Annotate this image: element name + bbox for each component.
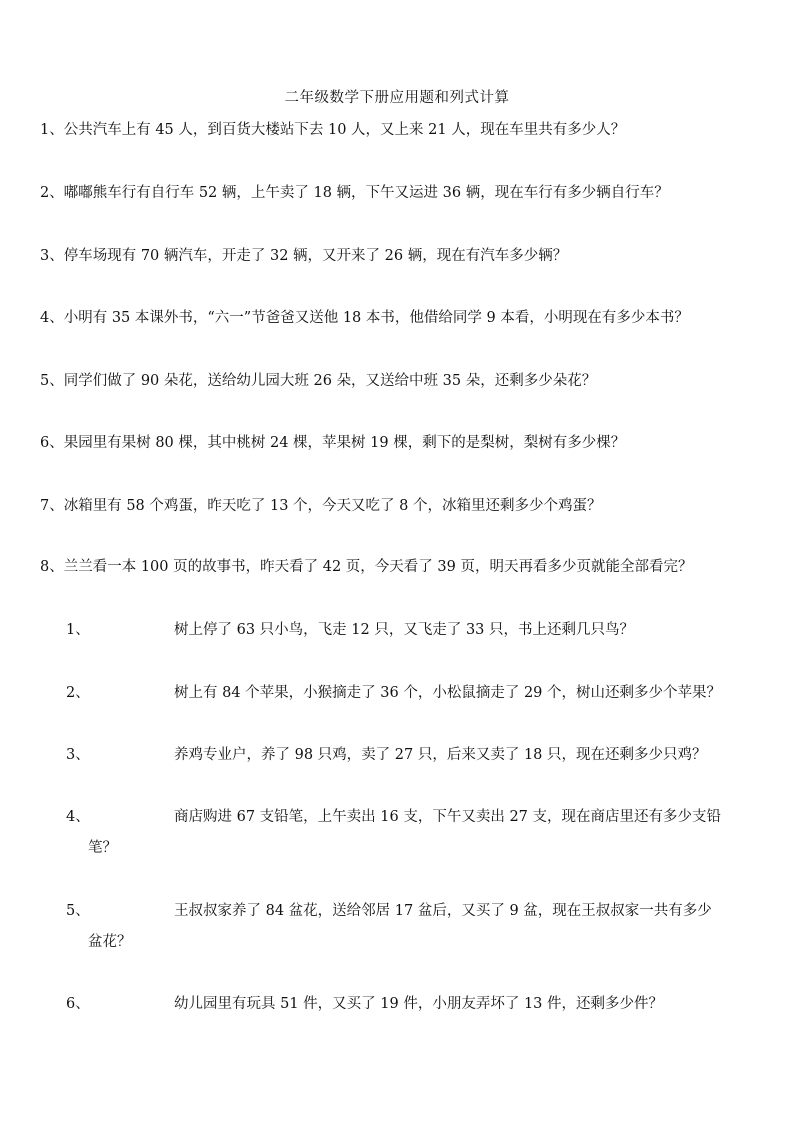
extra-problem-continuation: 盆花？ [88,934,132,950]
problem-4: 4、小明有 35 本课外书，“六一”节爸爸又送他 18 本书，他借给同学 9 本看，小明现在有多少本书？ [40,310,689,326]
page-title: 二年级数学下册应用题和列式计算 [284,90,510,106]
extra-problem-text: 商店购进 67 支铅笔，上午卖出 16 支，下午又卖出 27 支，现在商店里还有多少支铅 [174,809,722,825]
extra-problem-number: 5、 [66,903,90,919]
extra-problem-text: 王叔叔家养了 84 盆花，送给邻居 17 盆后，又买了 9 盆，现在王叔叔家一共有多少 [174,903,712,919]
problem-2: 2、嘟嘟熊车行有自行车 52 辆，上午卖了 18 辆，下午又运进 36 辆，现在车行有多少辆自行车？ [40,185,669,201]
extra-problem-text: 树上停了 63 只小鸟，飞走 12 只，又飞走了 33 只，书上还剩几只鸟？ [174,622,635,638]
extra-problem-number: 4、 [66,809,90,825]
problem-1: 1、公共汽车上有 45 人，到百货大楼站下去 10 人，又上来 21 人，现在车里共有多少人？ [40,122,626,138]
extra-problem-continuation: 笔？ [88,840,117,856]
extra-problem-number: 2、 [66,685,90,701]
extra-problem-number: 6、 [66,996,90,1012]
extra-problem-text: 幼儿园里有玩具 51 件，又买了 19 件，小朋友弄坏了 13 件，还剩多少件？ [174,996,664,1012]
problem-8: 8、兰兰看一本 100 页的故事书，昨天看了 42 页，今天看了 39 页，明天再看多少页就能全部看完？ [40,559,693,575]
problem-7: 7、冰箱里有 58 个鸡蛋，昨天吃了 13 个，今天又吃了 8 个，冰箱里还剩多少个鸡蛋？ [40,498,602,514]
extra-problem-number: 1、 [66,622,90,638]
problem-5: 5、同学们做了 90 朵花，送给幼儿园大班 26 朵，又送给中班 35 朵，还剩多少朵花？ [40,373,597,389]
extra-problem-number: 3、 [66,747,90,763]
problem-3: 3、停车场现有 70 辆汽车，开走了 32 辆，又开来了 26 辆，现在有汽车多少辆？ [40,248,568,264]
problem-6: 6、果园里有果树 80 棵，其中桃树 24 棵，苹果树 19 棵，剩下的是梨树，梨树有多少棵？ [40,435,626,451]
extra-problem-text: 树上有 84 个苹果，小猴摘走了 36 个，小松鼠摘走了 29 个，树山还剩多少个苹果？ [174,685,722,701]
extra-problem-text: 养鸡专业户，养了 98 只鸡，卖了 27 只，后来又卖了 18 只，现在还剩多少只鸡？ [174,747,707,763]
